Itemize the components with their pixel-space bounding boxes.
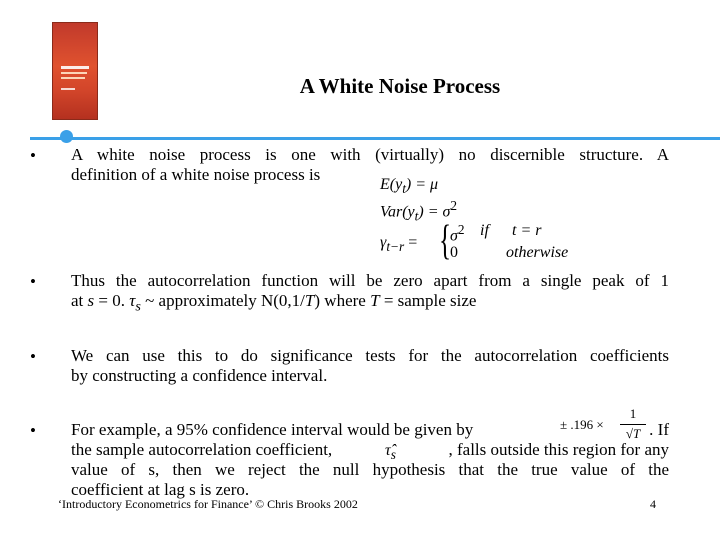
bullet-marker: • [30, 272, 36, 291]
book-cover-image [52, 22, 98, 120]
divider-dot [60, 130, 73, 143]
bullet-marker: • [30, 421, 36, 440]
bullet-4-text: For example, a 95% confidence interval would be given by . If the sample autocorrelation coefficient, , falls outside this region for any value of s, then we reject the null hypothesis that the true value of the coefficient at lag s is zero. [71, 420, 669, 499]
bullet-3-text: We can use this to do significance tests for the autocorrelation coefficients by constructing a confidence interval. [71, 346, 669, 385]
bullet-marker: • [30, 347, 36, 366]
bullet-2-text: Thus the autocorrelation function will be zero apart from a single peak of 1 at s = 0. $\tau_s$ ~ approximately N(0,1/T) where T = sample size [71, 271, 669, 315]
tau-hat-symbol: $\taû_s$ [385, 442, 396, 463]
bullet-marker: • [30, 146, 36, 165]
footer-citation: ‘Introductory Econometrics for Finance’ © Chris Brooks 2002 [58, 497, 358, 511]
slide-title: A White Noise Process [299, 74, 501, 98]
equation-mean: $E(y_t) = \mu$ [380, 176, 439, 197]
equation-variance: $Var(y_t) = \sigma^2$ [380, 198, 458, 224]
bullet-1-text: A white noise process is one with (virtually) no discernible structure. A definition of a white noise process is [71, 145, 669, 184]
page-number: 4 [650, 497, 656, 511]
title-divider [30, 137, 720, 140]
